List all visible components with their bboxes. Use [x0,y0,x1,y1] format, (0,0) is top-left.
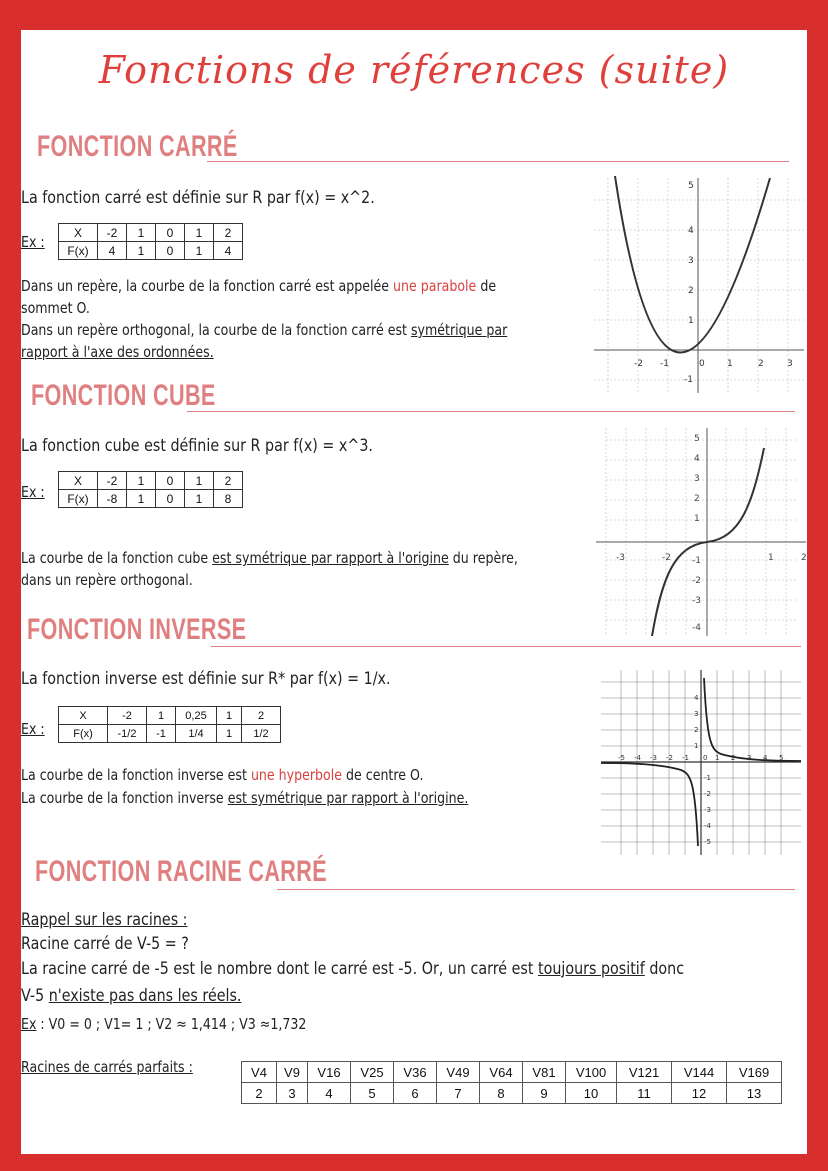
table-cell: 4 [98,242,127,260]
parabola-graph [594,178,804,393]
table-cell: F(x) [59,490,98,508]
cube-ex-label: Ex : [21,483,45,501]
cube-text-line1: La courbe de la fonction cube est symétrique par rapport à l'origine du repère, [21,549,518,567]
table-cell: 4 [214,242,243,260]
table-cell: V81 [523,1062,566,1083]
page-title: Fonctions de références (suite) [98,48,730,92]
carre-text-line4: rapport à l'axe des ordonnées. [21,343,214,361]
y-tick-label: 1 [694,742,699,750]
x-tick-label: 4 [763,754,768,762]
table-cell: 10 [566,1083,617,1104]
table-cell: F(x) [59,725,108,743]
x-tick-label: -5 [618,754,625,762]
table-cell: -8 [98,490,127,508]
x-tick-label: 3 [747,754,752,762]
y-tick-label: 3 [694,710,699,718]
table-cell: V144 [672,1062,727,1083]
inverse-ex-label: Ex : [21,720,45,738]
table-cell: 1 [127,472,156,490]
table-cell: X [59,707,108,725]
inverse-definition: La fonction inverse est définie sur R* par f(x) = 1/x. [21,669,391,689]
table-cell: V64 [480,1062,523,1083]
x-tick-label: 0 [703,754,708,762]
carre-text-line3: Dans un repère orthogonal, la courbe de la fonction carré est symétrique par [21,321,508,339]
y-tick-label: 4 [694,694,699,702]
x-tick-label: -2 [662,553,671,563]
x-tick-label: 1 [768,553,774,563]
carre-value-table [58,223,243,260]
y-tick-label: -2 [692,576,701,586]
table-cell: V49 [437,1062,480,1083]
table-cell: 13 [727,1083,782,1104]
table-cell: -2 [98,472,127,490]
table-cell: 3 [277,1083,308,1104]
y-tick-label: 4 [688,226,694,236]
table-cell: 1 [185,242,214,260]
carre-text-line2: sommet O. [21,299,90,317]
table-cell: 1 [127,490,156,508]
table-cell: 11 [617,1083,672,1104]
racine-examples: Ex : V0 = 0 ; V1= 1 ; V2 ≈ 1,414 ; V3 ≈1,732 [21,1015,307,1033]
x-tick-label: -1 [682,754,689,762]
table-cell: 1/2 [242,725,281,743]
x-tick-label: 1 [715,754,720,762]
x-tick-label: 5 [779,754,784,762]
y-tick-label: -3 [692,596,701,606]
table-cell: V4 [242,1062,277,1083]
table-cell: 0,25 [176,707,217,725]
x-tick-label: -2 [666,754,673,762]
table-cell: 4 [308,1083,351,1104]
racine-question: Racine carré de V-5 = ? [21,934,189,954]
table-cell: 6 [394,1083,437,1104]
table-cell: V9 [277,1062,308,1083]
x-tick-label: 0 [699,359,705,369]
x-tick-label: -2 [634,359,643,369]
heading-underline [207,161,789,162]
y-tick-label: 3 [688,256,694,266]
table-cell: X [59,472,98,490]
hyperbola-branch-negative [601,763,698,846]
table-cell: 1 [127,224,156,242]
page [21,30,807,1154]
table-cell: 2 [214,472,243,490]
y-tick-label: 3 [694,474,700,484]
y-tick-label: -2 [704,790,711,798]
x-tick-label: -4 [634,754,641,762]
x-tick-label: -1 [660,359,669,369]
table-cell: 1 [127,242,156,260]
y-tick-label: 2 [694,494,700,504]
table-cell: 0 [156,490,185,508]
hyperbola-branch-positive [704,678,801,761]
table-cell: -2 [108,707,147,725]
table-cell: 2 [242,1083,277,1104]
x-tick-label: 2 [731,754,736,762]
carre-definition: La fonction carré est définie sur R par f(x) = x^2. [21,188,375,208]
table-cell: 8 [214,490,243,508]
table-cell: 1 [147,707,176,725]
x-tick-label: 3 [787,359,793,369]
perfect-squares-table [241,1061,782,1104]
table-cell: V121 [617,1062,672,1083]
y-tick-label: -1 [692,556,701,566]
table-cell: -2 [98,224,127,242]
table-cell: V16 [308,1062,351,1083]
hyperbola-graph [601,670,801,855]
y-tick-label: -3 [704,806,711,814]
carre-ex-label: Ex : [21,233,45,251]
y-tick-label: -4 [704,822,711,830]
y-tick-label: 2 [694,726,699,734]
inverse-text-line1: La courbe de la fonction inverse est une hyperbole de centre O. [21,766,424,784]
table-cell: F(x) [59,242,98,260]
y-tick-label: 5 [694,434,700,444]
cube-value-table [58,471,243,508]
table-cell: 1 [185,472,214,490]
y-tick-label: -1 [684,375,693,385]
table-cell: -1 [147,725,176,743]
table-cell: 8 [480,1083,523,1104]
x-tick-label: 2 [801,553,807,563]
x-tick-label: 2 [758,359,764,369]
table-cell: V25 [351,1062,394,1083]
y-tick-label: 4 [694,454,700,464]
table-cell: V36 [394,1062,437,1083]
inverse-value-table [58,706,281,743]
table-cell: 9 [523,1083,566,1104]
y-tick-label: 1 [694,514,700,524]
table-cell: 5 [351,1083,394,1104]
y-tick-label: 2 [688,286,694,296]
cube-graph [596,428,806,636]
racine-parfaits-label: Racines de carrés parfaits : [21,1058,193,1076]
racine-rappel: Rappel sur les racines : [21,910,188,930]
section-heading-cube: FONCTION CUBE [31,379,216,412]
section-heading-carre: FONCTION CARRÉ [37,130,238,163]
x-tick-label: -3 [650,754,657,762]
table-cell: 2 [242,707,281,725]
y-tick-label: -4 [692,623,701,633]
x-tick-label: 1 [727,359,733,369]
table-cell: 0 [156,224,185,242]
table-cell: 2 [214,224,243,242]
cube-definition: La fonction cube est définie sur R par f(x) = x^3. [21,436,373,456]
table-cell: 0 [156,242,185,260]
y-tick-label: 1 [688,316,694,326]
y-tick-label: -1 [704,774,711,782]
section-heading-racine: FONCTION RACINE CARRÉ [35,855,327,888]
table-cell: 1 [185,490,214,508]
table-cell: X [59,224,98,242]
y-tick-label: -5 [704,838,711,846]
table-cell: 1 [185,224,214,242]
x-tick-label: -3 [616,553,625,563]
heading-underline [211,646,801,647]
heading-underline [187,411,795,412]
table-cell: 12 [672,1083,727,1104]
y-tick-label: 5 [688,181,694,191]
heading-underline [277,889,795,890]
section-heading-inverse: FONCTION INVERSE [27,613,247,646]
racine-text-line2: V-5 n'existe pas dans les réels. [21,986,242,1006]
table-cell: 0 [156,472,185,490]
table-cell: V169 [727,1062,782,1083]
cube-text-line2: dans un repère orthogonal. [21,571,193,589]
table-cell: 1/4 [176,725,217,743]
racine-text-line1: La racine carré de -5 est le nombre dont le carré est -5. Or, un carré est toujours positif donc [21,959,685,979]
table-cell: 7 [437,1083,480,1104]
table-cell: 1 [217,707,242,725]
table-cell: 1 [217,725,242,743]
table-cell: V100 [566,1062,617,1083]
carre-text-line1: Dans un repère, la courbe de la fonction carré est appelée une parabole de [21,277,497,295]
inverse-text-line2: La courbe de la fonction inverse est symétrique par rapport à l'origine. [21,789,469,807]
table-cell: -1/2 [108,725,147,743]
